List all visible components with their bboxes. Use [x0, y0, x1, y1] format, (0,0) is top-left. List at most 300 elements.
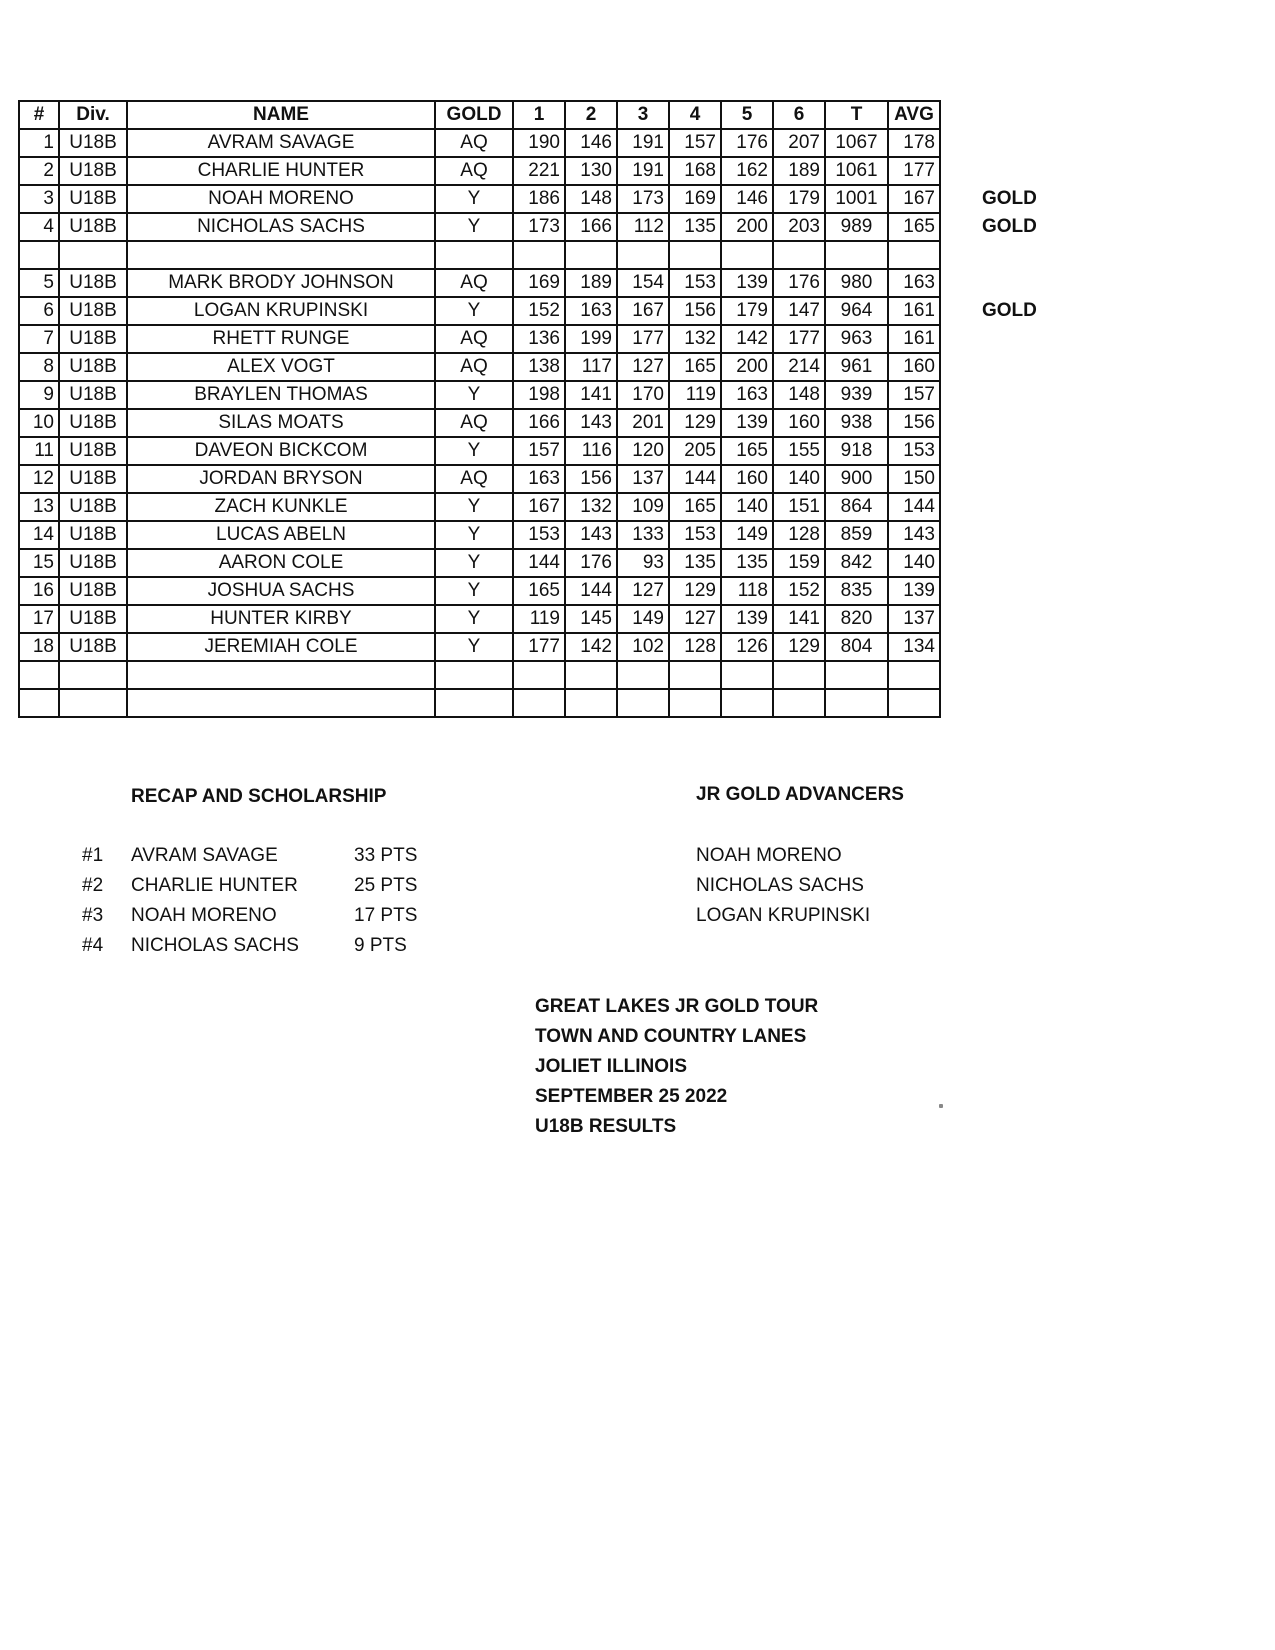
- cell-rank: 5: [19, 269, 59, 297]
- cell-g5: 200: [721, 213, 773, 241]
- cell-gold: Y: [435, 633, 513, 661]
- cell-avg: 165: [888, 213, 940, 241]
- cell-div: U18B: [59, 381, 127, 409]
- cell-g5: 179: [721, 297, 773, 325]
- cell-g3: 154: [617, 269, 669, 297]
- cell-g2: 141: [565, 381, 617, 409]
- col-header-name: NAME: [127, 101, 435, 129]
- table-row: [19, 437, 940, 465]
- table-row: [19, 577, 940, 605]
- cell-g6: [773, 241, 825, 269]
- table-row: [19, 129, 940, 157]
- cell-g6: [773, 661, 825, 689]
- table-row: [19, 521, 940, 549]
- cell-avg: 134: [888, 633, 940, 661]
- cell-total: 820: [825, 605, 888, 633]
- cell-g4: 169: [669, 185, 721, 213]
- cell-g6: [773, 689, 825, 717]
- cell-g6: 159: [773, 549, 825, 577]
- cell-g3: 109: [617, 493, 669, 521]
- cell-g3: 127: [617, 353, 669, 381]
- cell-gold: AQ: [435, 129, 513, 157]
- cell-g3: 177: [617, 325, 669, 353]
- table-row: [19, 409, 940, 437]
- cell-name: JOSHUA SACHS: [127, 577, 435, 605]
- cell-g5: 160: [721, 465, 773, 493]
- cell-name: SILAS MOATS: [127, 409, 435, 437]
- cell-avg: 144: [888, 493, 940, 521]
- cell-g4: 144: [669, 465, 721, 493]
- col-header-game-6: 6: [773, 101, 825, 129]
- table-row: [19, 465, 940, 493]
- cell-div: U18B: [59, 437, 127, 465]
- cell-div: U18B: [59, 157, 127, 185]
- cell-g6: 152: [773, 577, 825, 605]
- cell-g3: 170: [617, 381, 669, 409]
- cell-name: JORDAN BRYSON: [127, 465, 435, 493]
- cell-avg: 177: [888, 157, 940, 185]
- cell-g6: 155: [773, 437, 825, 465]
- cell-rank: 10: [19, 409, 59, 437]
- cell-gold: AQ: [435, 325, 513, 353]
- cell-g3: [617, 689, 669, 717]
- cell-rank: 7: [19, 325, 59, 353]
- table-row: [19, 689, 940, 717]
- cell-avg: 163: [888, 269, 940, 297]
- cell-total: 804: [825, 633, 888, 661]
- cell-rank: [19, 241, 59, 269]
- cell-g5: 176: [721, 129, 773, 157]
- cell-name: HUNTER KIRBY: [127, 605, 435, 633]
- cell-g3: 191: [617, 129, 669, 157]
- cell-div: [59, 241, 127, 269]
- cell-g6: 207: [773, 129, 825, 157]
- table-row: [19, 185, 940, 213]
- results-table: [18, 100, 941, 718]
- cell-total: 980: [825, 269, 888, 297]
- cell-g1: 119: [513, 605, 565, 633]
- cell-avg: 137: [888, 605, 940, 633]
- cell-g5: 139: [721, 269, 773, 297]
- cell-g3: 112: [617, 213, 669, 241]
- cell-avg: 160: [888, 353, 940, 381]
- cell-g1: 169: [513, 269, 565, 297]
- advancer-name: NOAH MORENO: [696, 845, 842, 866]
- cell-g5: 126: [721, 633, 773, 661]
- cell-g4: 205: [669, 437, 721, 465]
- cell-rank: 16: [19, 577, 59, 605]
- cell-gold: Y: [435, 549, 513, 577]
- table-row: [19, 381, 940, 409]
- cell-g1: 136: [513, 325, 565, 353]
- table-row: [19, 353, 940, 381]
- cell-div: U18B: [59, 633, 127, 661]
- cell-avg: 167: [888, 185, 940, 213]
- cell-g2: 145: [565, 605, 617, 633]
- cell-total: 964: [825, 297, 888, 325]
- cell-name: NICHOLAS SACHS: [127, 213, 435, 241]
- cell-name: AVRAM SAVAGE: [127, 129, 435, 157]
- cell-total: 835: [825, 577, 888, 605]
- cell-g2: 143: [565, 521, 617, 549]
- cell-g4: [669, 241, 721, 269]
- cell-g4: 165: [669, 353, 721, 381]
- cell-g6: 177: [773, 325, 825, 353]
- table-row: [19, 493, 940, 521]
- cell-g1: 144: [513, 549, 565, 577]
- cell-rank: 2: [19, 157, 59, 185]
- cell-g5: 162: [721, 157, 773, 185]
- cell-total: [825, 241, 888, 269]
- table-row: [19, 325, 940, 353]
- cell-g4: 165: [669, 493, 721, 521]
- cell-g3: 127: [617, 577, 669, 605]
- table-row: [19, 297, 940, 325]
- cell-total: 939: [825, 381, 888, 409]
- results-body: [19, 129, 940, 717]
- cell-total: 1067: [825, 129, 888, 157]
- table-row: [19, 605, 940, 633]
- advancers-title: JR GOLD ADVANCERS: [696, 784, 904, 805]
- cell-g5: 140: [721, 493, 773, 521]
- cell-g2: [565, 661, 617, 689]
- cell-g2: 142: [565, 633, 617, 661]
- cell-g2: 117: [565, 353, 617, 381]
- cell-name: NOAH MORENO: [127, 185, 435, 213]
- cell-gold: [435, 661, 513, 689]
- cell-g6: 151: [773, 493, 825, 521]
- cell-div: U18B: [59, 269, 127, 297]
- col-header-total: T: [825, 101, 888, 129]
- scan-speck: [939, 1104, 943, 1108]
- cell-g3: 133: [617, 521, 669, 549]
- cell-total: 961: [825, 353, 888, 381]
- cell-g5: 142: [721, 325, 773, 353]
- cell-g1: 165: [513, 577, 565, 605]
- cell-g3: [617, 661, 669, 689]
- cell-gold: [435, 689, 513, 717]
- cell-avg: 156: [888, 409, 940, 437]
- cell-g1: [513, 661, 565, 689]
- cell-total: 918: [825, 437, 888, 465]
- cell-gold: Y: [435, 521, 513, 549]
- cell-name: RHETT RUNGE: [127, 325, 435, 353]
- cell-g6: 140: [773, 465, 825, 493]
- cell-rank: 14: [19, 521, 59, 549]
- cell-g3: 167: [617, 297, 669, 325]
- event-info-line: GREAT LAKES JR GOLD TOUR: [535, 996, 819, 1017]
- cell-g1: 138: [513, 353, 565, 381]
- cell-g2: [565, 689, 617, 717]
- cell-rank: 18: [19, 633, 59, 661]
- cell-total: 842: [825, 549, 888, 577]
- cell-name: AARON COLE: [127, 549, 435, 577]
- cell-g4: 128: [669, 633, 721, 661]
- cell-avg: [888, 661, 940, 689]
- cell-g1: 186: [513, 185, 565, 213]
- col-header-rank: #: [19, 101, 59, 129]
- cell-avg: 139: [888, 577, 940, 605]
- cell-name: CHARLIE HUNTER: [127, 157, 435, 185]
- cell-g4: 129: [669, 577, 721, 605]
- cell-g5: 135: [721, 549, 773, 577]
- cell-g2: 166: [565, 213, 617, 241]
- table-row: [19, 241, 940, 269]
- cell-div: U18B: [59, 577, 127, 605]
- table-row: [19, 549, 940, 577]
- cell-name: [127, 689, 435, 717]
- cell-avg: 140: [888, 549, 940, 577]
- cell-gold: Y: [435, 577, 513, 605]
- cell-g2: 116: [565, 437, 617, 465]
- recap-points: 33 PTS: [354, 845, 418, 866]
- cell-g1: 177: [513, 633, 565, 661]
- cell-g4: 129: [669, 409, 721, 437]
- cell-name: MARK BRODY JOHNSON: [127, 269, 435, 297]
- event-info-line: U18B RESULTS: [535, 1116, 677, 1137]
- cell-g3: 149: [617, 605, 669, 633]
- col-header-avg: AVG: [888, 101, 940, 129]
- cell-rank: 13: [19, 493, 59, 521]
- cell-g3: 173: [617, 185, 669, 213]
- cell-g2: [565, 241, 617, 269]
- cell-g4: 156: [669, 297, 721, 325]
- cell-avg: 178: [888, 129, 940, 157]
- col-header-game-5: 5: [721, 101, 773, 129]
- recap-title: RECAP AND SCHOLARSHIP: [131, 786, 387, 807]
- col-header-game-3: 3: [617, 101, 669, 129]
- cell-gold: AQ: [435, 269, 513, 297]
- cell-g2: 130: [565, 157, 617, 185]
- cell-div: U18B: [59, 213, 127, 241]
- cell-g2: 176: [565, 549, 617, 577]
- cell-g2: 146: [565, 129, 617, 157]
- cell-div: U18B: [59, 185, 127, 213]
- cell-div: U18B: [59, 493, 127, 521]
- cell-g1: 190: [513, 129, 565, 157]
- cell-gold: Y: [435, 297, 513, 325]
- gold-flag: GOLD: [982, 300, 1037, 321]
- cell-rank: 8: [19, 353, 59, 381]
- cell-div: U18B: [59, 521, 127, 549]
- recap-points: 9 PTS: [354, 935, 407, 956]
- cell-g5: 139: [721, 605, 773, 633]
- cell-div: U18B: [59, 605, 127, 633]
- cell-g3: 93: [617, 549, 669, 577]
- cell-total: 963: [825, 325, 888, 353]
- cell-name: ALEX VOGT: [127, 353, 435, 381]
- cell-g4: 132: [669, 325, 721, 353]
- cell-g6: 160: [773, 409, 825, 437]
- cell-div: U18B: [59, 465, 127, 493]
- cell-rank: 4: [19, 213, 59, 241]
- cell-avg: 161: [888, 325, 940, 353]
- cell-rank: 11: [19, 437, 59, 465]
- cell-g5: [721, 689, 773, 717]
- cell-g1: 152: [513, 297, 565, 325]
- table-row: [19, 157, 940, 185]
- col-header-div: Div.: [59, 101, 127, 129]
- table-row: [19, 661, 940, 689]
- cell-gold: Y: [435, 213, 513, 241]
- cell-g5: [721, 241, 773, 269]
- cell-gold: [435, 241, 513, 269]
- col-header-game-1: 1: [513, 101, 565, 129]
- col-header-gold: GOLD: [435, 101, 513, 129]
- cell-rank: [19, 661, 59, 689]
- cell-gold: Y: [435, 381, 513, 409]
- cell-div: [59, 661, 127, 689]
- cell-div: U18B: [59, 297, 127, 325]
- cell-g4: 127: [669, 605, 721, 633]
- cell-name: LOGAN KRUPINSKI: [127, 297, 435, 325]
- cell-g1: 173: [513, 213, 565, 241]
- cell-g5: 146: [721, 185, 773, 213]
- cell-g6: 128: [773, 521, 825, 549]
- cell-avg: 150: [888, 465, 940, 493]
- cell-div: U18B: [59, 325, 127, 353]
- recap-name: NOAH MORENO: [131, 905, 277, 926]
- cell-g2: 156: [565, 465, 617, 493]
- cell-g6: 147: [773, 297, 825, 325]
- cell-g6: 129: [773, 633, 825, 661]
- event-info-line: SEPTEMBER 25 2022: [535, 1086, 728, 1107]
- cell-rank: 17: [19, 605, 59, 633]
- cell-g3: 201: [617, 409, 669, 437]
- recap-place: #3: [82, 905, 104, 926]
- cell-rank: 9: [19, 381, 59, 409]
- cell-avg: [888, 689, 940, 717]
- cell-div: U18B: [59, 549, 127, 577]
- cell-rank: 15: [19, 549, 59, 577]
- cell-div: U18B: [59, 409, 127, 437]
- table-row: [19, 213, 940, 241]
- cell-g1: [513, 241, 565, 269]
- cell-g6: 189: [773, 157, 825, 185]
- cell-g6: 203: [773, 213, 825, 241]
- cell-rank: [19, 689, 59, 717]
- cell-avg: [888, 241, 940, 269]
- cell-g4: 119: [669, 381, 721, 409]
- advancer-name: NICHOLAS SACHS: [696, 875, 864, 896]
- recap-place: #4: [82, 935, 104, 956]
- cell-total: 859: [825, 521, 888, 549]
- cell-g5: [721, 661, 773, 689]
- col-header-game-2: 2: [565, 101, 617, 129]
- cell-total: [825, 661, 888, 689]
- cell-g3: 191: [617, 157, 669, 185]
- cell-rank: 12: [19, 465, 59, 493]
- recap-name: AVRAM SAVAGE: [131, 845, 278, 866]
- table-row: [19, 633, 940, 661]
- cell-avg: 161: [888, 297, 940, 325]
- cell-gold: AQ: [435, 157, 513, 185]
- cell-g6: 148: [773, 381, 825, 409]
- cell-g1: [513, 689, 565, 717]
- cell-g2: 132: [565, 493, 617, 521]
- cell-name: JEREMIAH COLE: [127, 633, 435, 661]
- cell-div: U18B: [59, 353, 127, 381]
- cell-g2: 189: [565, 269, 617, 297]
- cell-g4: 168: [669, 157, 721, 185]
- cell-g1: 157: [513, 437, 565, 465]
- cell-g1: 167: [513, 493, 565, 521]
- event-info-line: JOLIET ILLINOIS: [535, 1056, 688, 1077]
- header-row: [19, 101, 940, 129]
- cell-g5: 200: [721, 353, 773, 381]
- cell-name: LUCAS ABELN: [127, 521, 435, 549]
- cell-g6: 141: [773, 605, 825, 633]
- recap-name: CHARLIE HUNTER: [131, 875, 298, 896]
- cell-name: BRAYLEN THOMAS: [127, 381, 435, 409]
- cell-gold: AQ: [435, 465, 513, 493]
- cell-g2: 143: [565, 409, 617, 437]
- cell-total: 864: [825, 493, 888, 521]
- cell-g1: 163: [513, 465, 565, 493]
- advancer-name: LOGAN KRUPINSKI: [696, 905, 871, 926]
- cell-g4: 135: [669, 213, 721, 241]
- cell-gold: AQ: [435, 409, 513, 437]
- cell-g1: 221: [513, 157, 565, 185]
- cell-g6: 176: [773, 269, 825, 297]
- cell-g2: 163: [565, 297, 617, 325]
- cell-name: [127, 661, 435, 689]
- event-info-line: TOWN AND COUNTRY LANES: [535, 1026, 807, 1047]
- cell-g5: 149: [721, 521, 773, 549]
- cell-total: 1001: [825, 185, 888, 213]
- table-row: [19, 269, 940, 297]
- cell-g3: 137: [617, 465, 669, 493]
- cell-gold: Y: [435, 437, 513, 465]
- cell-total: [825, 689, 888, 717]
- cell-gold: Y: [435, 605, 513, 633]
- cell-avg: 157: [888, 381, 940, 409]
- cell-avg: 153: [888, 437, 940, 465]
- col-header-game-4: 4: [669, 101, 721, 129]
- cell-g3: 102: [617, 633, 669, 661]
- cell-div: U18B: [59, 129, 127, 157]
- cell-g4: 135: [669, 549, 721, 577]
- cell-g3: [617, 241, 669, 269]
- cell-gold: Y: [435, 185, 513, 213]
- cell-g4: [669, 689, 721, 717]
- cell-g3: 120: [617, 437, 669, 465]
- cell-total: 1061: [825, 157, 888, 185]
- cell-g2: 144: [565, 577, 617, 605]
- cell-g5: 118: [721, 577, 773, 605]
- cell-g5: 139: [721, 409, 773, 437]
- cell-g1: 198: [513, 381, 565, 409]
- cell-name: [127, 241, 435, 269]
- recap-place: #2: [82, 875, 104, 896]
- cell-rank: 3: [19, 185, 59, 213]
- cell-g1: 166: [513, 409, 565, 437]
- cell-g5: 163: [721, 381, 773, 409]
- recap-name: NICHOLAS SACHS: [131, 935, 299, 956]
- recap-points: 17 PTS: [354, 905, 418, 926]
- cell-div: [59, 689, 127, 717]
- cell-g4: [669, 661, 721, 689]
- cell-g4: 153: [669, 269, 721, 297]
- cell-total: 900: [825, 465, 888, 493]
- gold-flag: GOLD: [982, 188, 1037, 209]
- cell-total: 938: [825, 409, 888, 437]
- cell-g6: 179: [773, 185, 825, 213]
- cell-name: ZACH KUNKLE: [127, 493, 435, 521]
- cell-g4: 157: [669, 129, 721, 157]
- gold-flag: GOLD: [982, 216, 1037, 237]
- cell-g5: 165: [721, 437, 773, 465]
